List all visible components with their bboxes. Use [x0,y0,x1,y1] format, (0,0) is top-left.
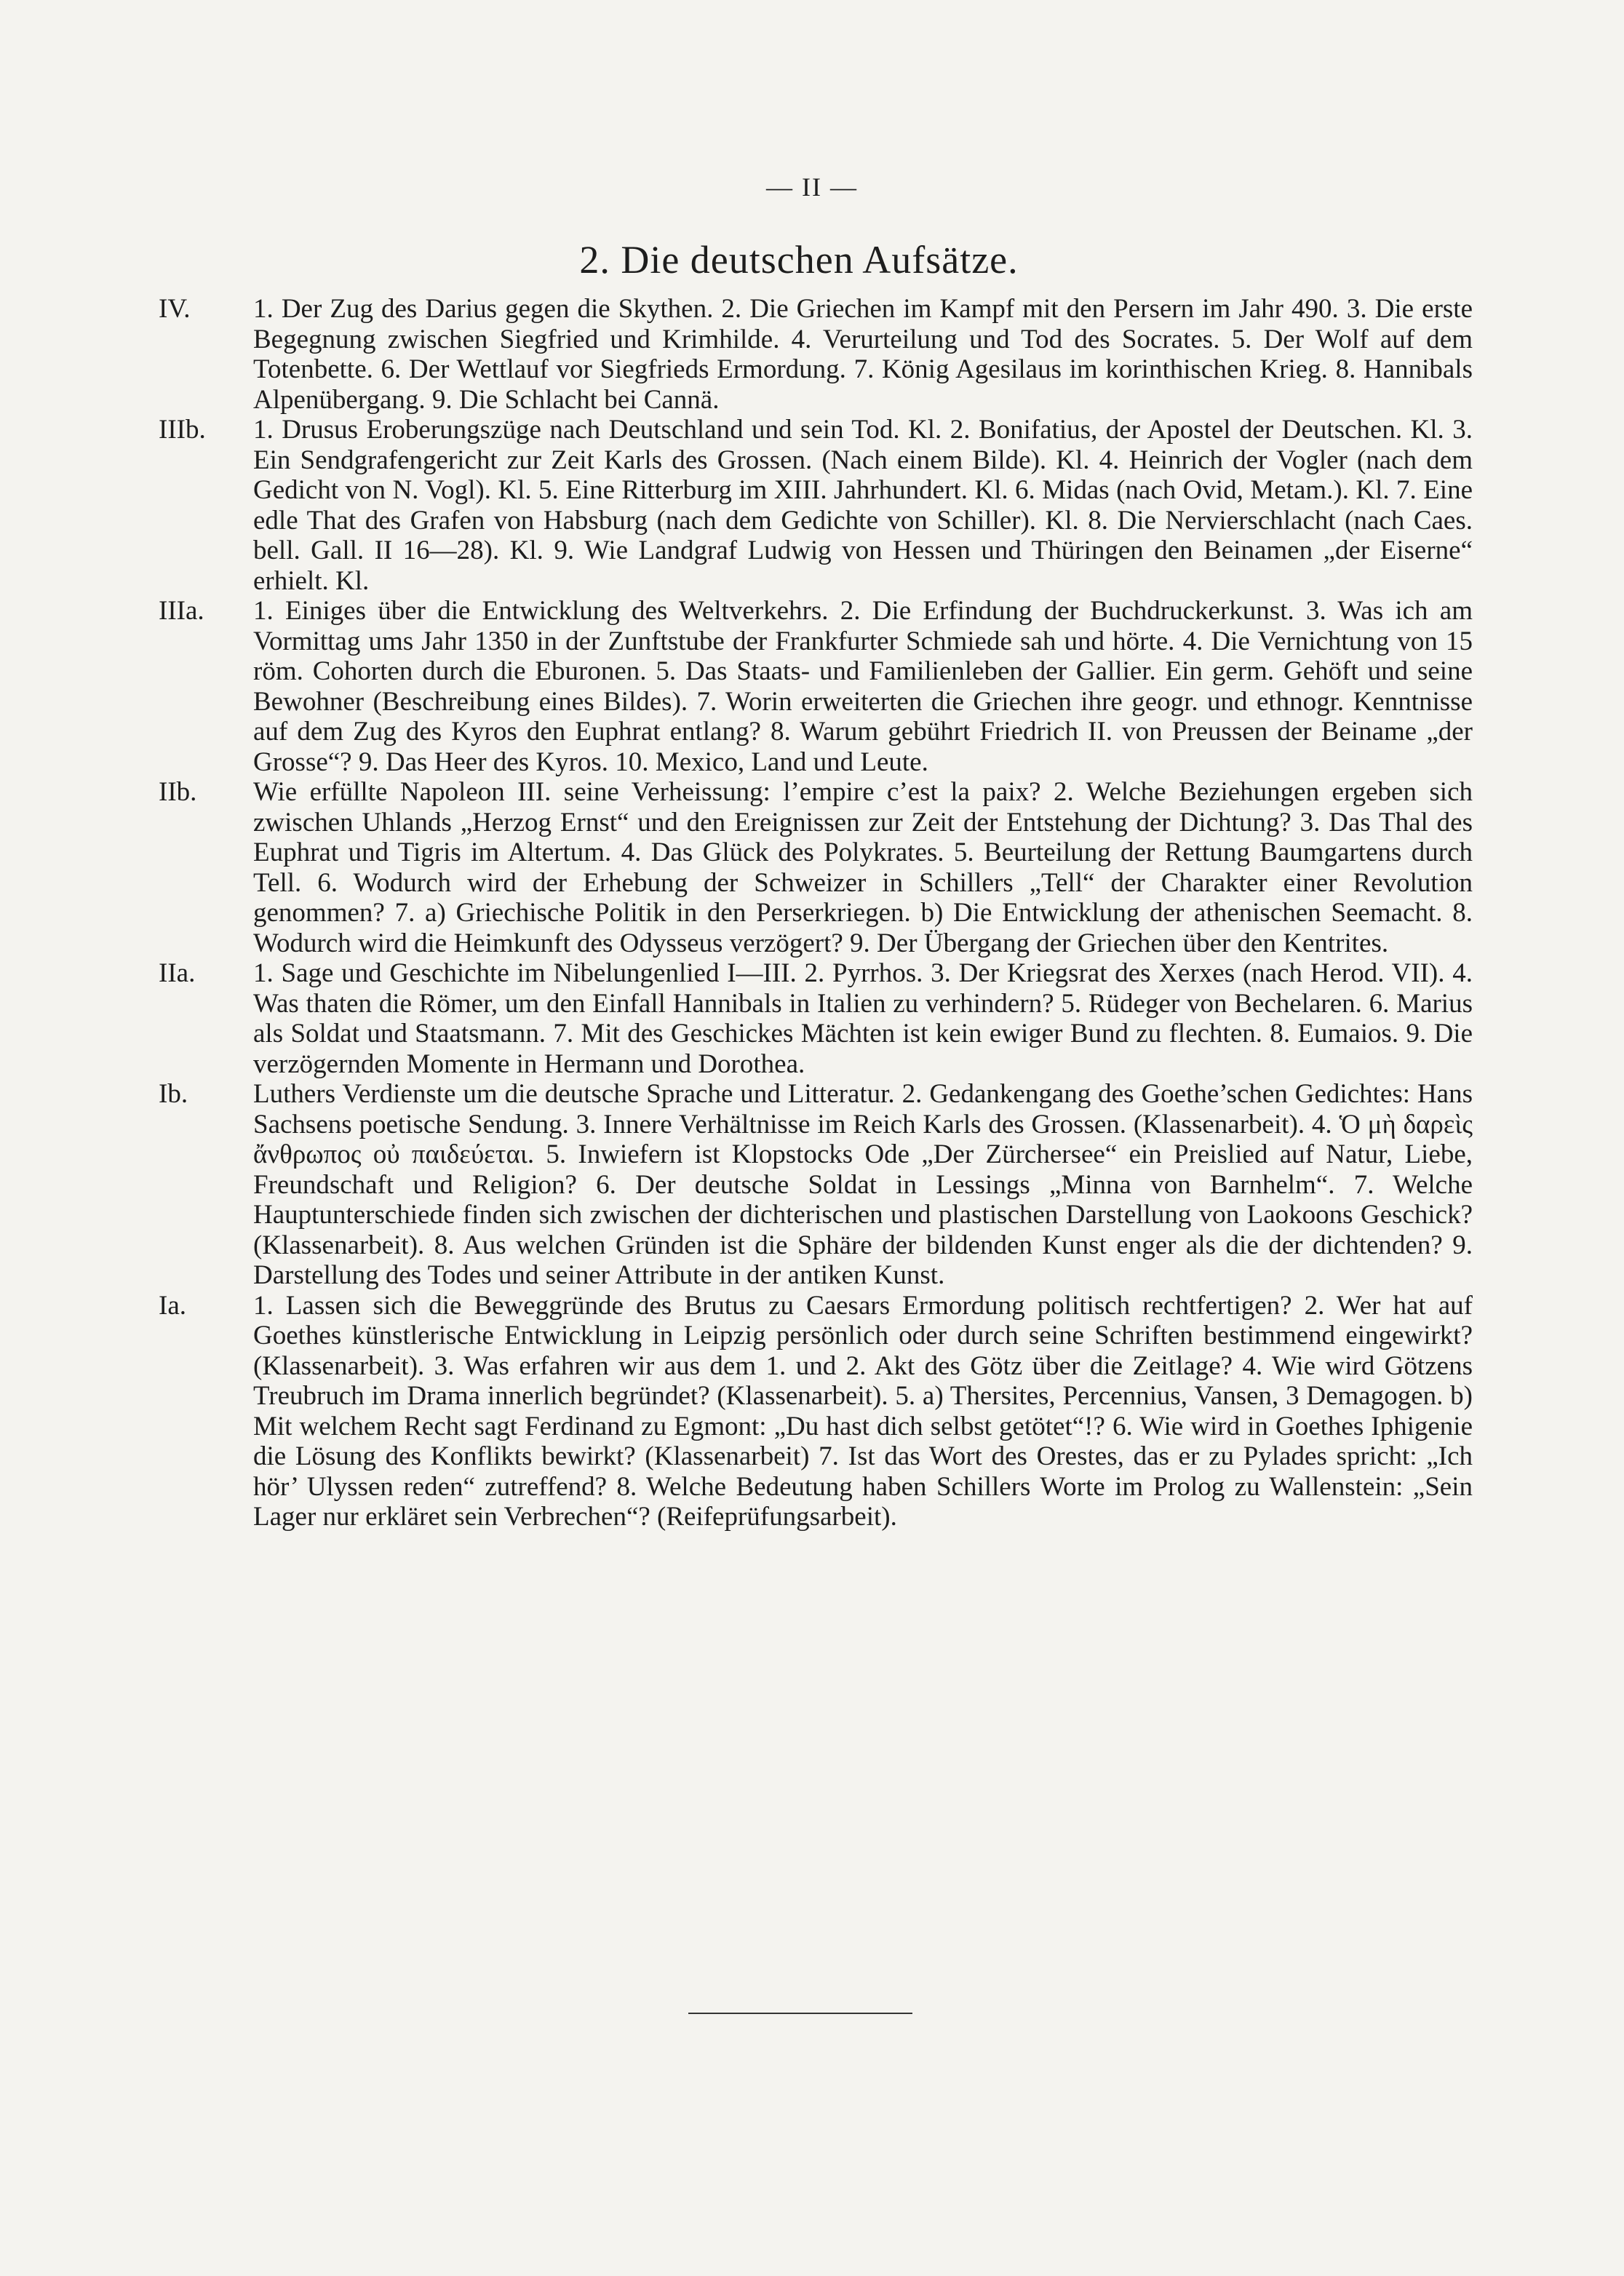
class-label: IIIa. [159,596,204,626]
page-number: — II — [766,172,858,202]
section-iib [159,777,1473,958]
essay-topics: 1. Lassen sich die Beweggründe des Brutus zu Caesars Ermordung politisch rechtfertigen? 2. Wer hat auf Goethes künstlerische Entwicklung in Leipzig persönlich oder durch seine Schriften bestimmend eingewirkt? (Klassenarbeit). 3. Was erfahren wir aus dem 1. und 2. Akt des Götz über die Zeitlage? 4. Wie wird Götzens Treubruch im Drama innerlich begründet? (Klassenarbeit). 5. a) Thersites, Percennius, Vansen, 3 Demagogen. b) Mit welchem Recht sagt Ferdinand zu Egmont: „Du hast dich selbst getötet“!? 6. Wie wird in Goethes Iphigenie die Lösung des Konflikts bewirkt? (Klassenarbeit) 7. Ist das Wort des Orestes, das er zu Pylades spricht: „Ich hör’ Ulyssen reden“ zutreffend? 8. Welche Bedeutung haben Schillers Worte im Prolog zu Wallenstein: „Sein Lager nur erkläret sein Verbrechen“? (Reifeprüfungsarbeit). [253,1290,1473,1532]
class-label: Ib. [159,1079,188,1109]
closing-rule [688,2013,912,2014]
essay-topics: 1. Einiges über die Entwicklung des Weltverkehrs. 2. Die Erfindung der Buchdruckerkunst. 3. Was ich am Vormittag ums Jahr 1350 in der Zunftstube der Frankfurter Schmiede sah und hörte. 4. Die Vernichtung von 15 röm. Cohorten durch die Eburonen. 5. Das Staats- und Familienleben der Gallier. Ein germ. Gehöft und seine Bewohner (Beschreibung eines Bildes). 7. Worin erweiterten die Griechen ihre geogr. und ethnogr. Kenntnisse auf dem Zug des Kyros den Euphrat entlang? 8. Warum gebührt Friedrich II. von Preussen der Beiname „der Grosse“? 9. Das Heer des Kyros. 10. Mexico, Land und Leute. [253,596,1473,777]
class-label: Ia. [159,1290,186,1321]
section-iia [159,958,1473,1079]
essay-topics: 1. Drusus Eroberungszüge nach Deutschland und sein Tod. Kl. 2. Bonifatius, der Apostel der Deutschen. Kl. 3. Ein Sendgrafengericht zur Zeit Karls des Grossen. (Nach einem Bilde). Kl. 4. Heinrich der Vogler (nach dem Gedicht von N. Vogl). Kl. 5. Eine Ritterburg im XIII. Jahrhundert. Kl. 6. Midas (nach Ovid, Metam.). Kl. 7. Eine edle That des Grafen von Habsburg (nach dem Gedichte von Schiller). Kl. 8. Die Nervierschlacht (nach Caes. bell. Gall. II 16—28). Kl. 9. Wie Landgraf Ludwig von Hessen und Thüringen den Beinamen „der Eiserne“ erhielt. Kl. [253,415,1473,596]
section-ia [159,1291,1473,1532]
class-label: IIa. [159,958,196,988]
class-label: IV. [159,294,191,324]
section-iv [159,294,1473,415]
essay-topic-list [159,294,1473,1532]
section-iiib [159,415,1473,596]
essay-topics: Luthers Verdienste um die deutsche Sprache und Litteratur. 2. Gedankengang des Goethe’schen Gedichtes: Hans Sachsens poetische Sendung. 3. Innere Verhältnisse im Reich Karls des Grossen. (Klassenarbeit). 4. Ὁ μὴ δαρεὶς ἄνθρωπος οὐ παιδεύεται. 5. Inwiefern ist Klopstocks Ode „Der Zürchersee“ ein Preislied auf Natur, Liebe, Freundschaft und Religion? 6. Der deutsche Soldat in Lessings „Minna von Barnhelm“. 7. Welche Hauptunterschiede finden sich zwischen der dichterischen und plastischen Darstellung von Laokoons Geschick? (Klassenarbeit). 8. Aus welchen Gründen ist die Sphäre der bildenden Kunst enger als die der dichtenden? 9. Darstellung des Todes und seiner Attribute in der antiken Kunst. [253,1079,1473,1290]
essay-topics: Wie erfüllte Napoleon III. seine Verheissung: l’empire c’est la paix? 2. Welche Beziehungen ergeben sich zwischen Uhlands „Herzog Ernst“ und den Ereignissen zur Zeit der Entstehung der Dichtung? 3. Das Thal des Euphrat und Tigris im Altertum. 4. Das Glück des Polykrates. 5. Beurteilung der Rettung Baumgartens durch Tell. 6. Wodurch wird der Erhebung der Schweizer in Schillers „Tell“ der Charakter einer Revolution genommen? 7. a) Griechische Politik in den Perserkriegen. b) Die Entwicklung der athenischen Seemacht. 8. Wodurch wird die Heimkunft des Odysseus verzögert? 9. Der Übergang der Griechen über den Kentrites. [253,777,1473,958]
page-title: 2. Die deutschen Aufsätze. [579,238,1019,282]
essay-topics: 1. Sage und Geschichte im Nibelungenlied I—III. 2. Pyrrhos. 3. Der Kriegsrat des Xerxes (nach Herod. VII). 4. Was thaten die Römer, um den Einfall Hannibals in Italien zu verhindern? 5. Rüdeger von Bechelaren. 6. Marius als Soldat und Staatsmann. 7. Mit des Geschickes Mächten ist kein ewiger Bund zu flechten. 8. Eumaios. 9. Die verzögernden Momente in Hermann und Dorothea. [253,958,1473,1079]
section-ib [159,1079,1473,1291]
class-label: IIb. [159,777,197,807]
class-label: IIIb. [159,415,206,445]
essay-topics: 1. Der Zug des Darius gegen die Skythen. 2. Die Griechen im Kampf mit den Persern im Jahr 490. 3. Die erste Begegnung zwischen Siegfried und Krimhilde. 4. Verurteilung und Tod des Socrates. 5. Der Wolf auf dem Totenbette. 6. Der Wettlauf vor Siegfrieds Ermordung. 7. König Agesilaus im korinthischen Krieg. 8. Hannibals Alpenübergang. 9. Die Schlacht bei Cannä. [253,294,1473,415]
section-iiia [159,596,1473,777]
